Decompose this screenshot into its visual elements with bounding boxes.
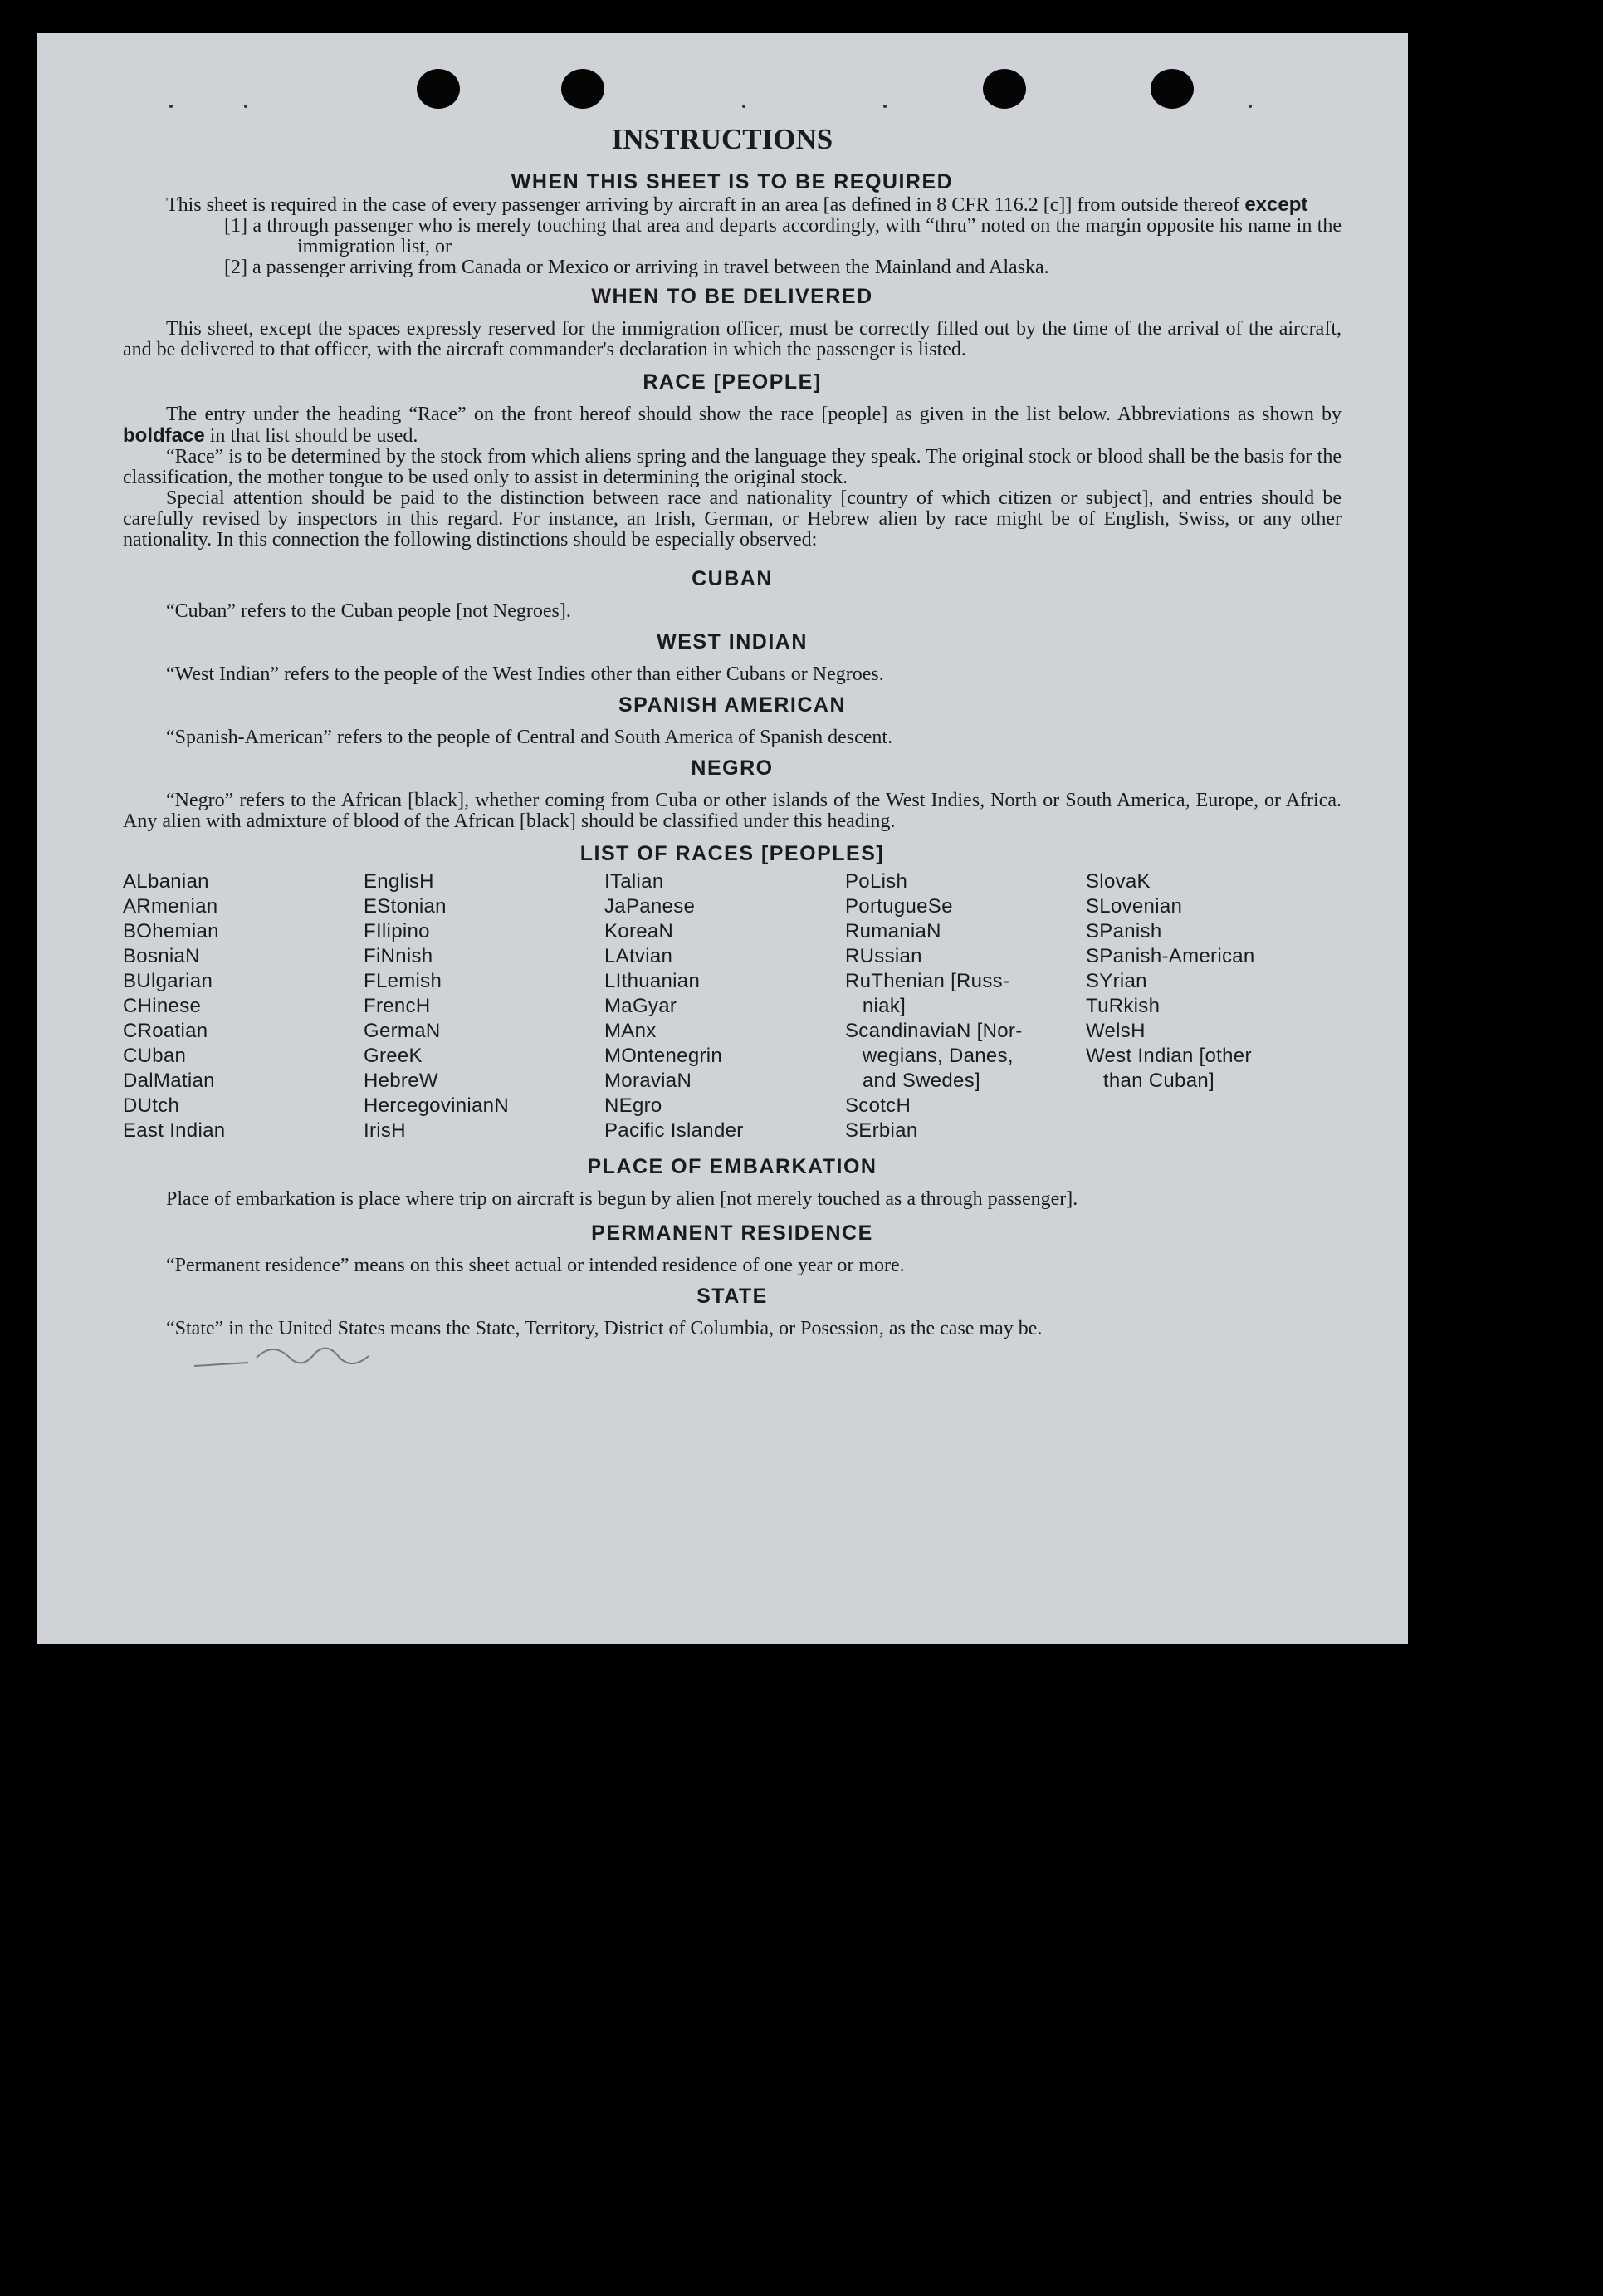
race-entry: DalMatian xyxy=(123,1070,215,1092)
instructions-body xyxy=(123,170,1342,1339)
race-entry: Pacific Islander xyxy=(604,1119,744,1142)
race-entry: HebreW xyxy=(364,1070,438,1092)
race-entry: and Swedes] xyxy=(845,1070,980,1092)
speck xyxy=(244,105,247,108)
race-entry: BUlgarian xyxy=(123,970,213,992)
section-heading: SPANISH AMERICAN xyxy=(618,693,846,717)
race-entry: niak] xyxy=(845,995,907,1017)
race-entry: ScotcH xyxy=(845,1094,911,1117)
race-entry: IrisH xyxy=(364,1119,406,1142)
race-entry: FrencH xyxy=(364,995,431,1017)
paragraph: “Race” is to be determined by the stock from which aliens spring and the language they speak. The original stock or blood shall be the basis for the classification, the mother tongue to be used only to assist in determining the original stock. xyxy=(123,446,1342,488)
race-entry: GermaN xyxy=(364,1020,441,1042)
race-column xyxy=(1086,869,1327,1143)
race-entry: West Indian [other xyxy=(1086,1045,1252,1067)
race-entry: SYrian xyxy=(1086,970,1147,992)
race-entry: MOntenegrin xyxy=(604,1045,723,1067)
race-entry: RUssian xyxy=(845,945,922,967)
list-item: [1] a through passenger who is merely touching that area and departs accordingly, with “thru” noted on the margin opposite his name in the immigration list, or xyxy=(224,215,1342,257)
race-entry: LIthuanian xyxy=(604,970,701,992)
section-heading: WHEN TO BE DELIVERED xyxy=(591,285,873,308)
race-entry: SPanish xyxy=(1086,920,1162,942)
race-entry: HercegovinianN xyxy=(364,1094,509,1117)
section-heading: NEGRO xyxy=(691,756,774,780)
race-entry: PoLish xyxy=(845,870,908,893)
race-entry: LAtvian xyxy=(604,945,673,967)
paragraph: Place of embarkation is place where trip on aircraft is begun by alien [not merely touched as a through passenger]. xyxy=(166,1188,1078,1210)
paragraph: This sheet, except the spaces expressly reserved for the immigration officer, must be correctly filled out by the time of the arrival of the aircraft, and be delivered to that officer, with the aircraft commander's declaration in which the passenger is listed. xyxy=(123,318,1342,360)
race-entry: MAnx xyxy=(604,1020,657,1042)
speck xyxy=(742,105,745,108)
race-entry: FIlipino xyxy=(364,920,430,942)
race-column xyxy=(845,869,1086,1143)
emphasis: except xyxy=(1244,193,1308,216)
punch-hole xyxy=(561,69,604,109)
race-entry: BosniaN xyxy=(123,945,200,967)
paragraph: “Permanent residence” means on this sheet actual or intended residence of one year or more. xyxy=(166,1255,905,1276)
race-entry: CHinese xyxy=(123,995,202,1017)
race-entry: East Indian xyxy=(123,1119,226,1142)
punch-hole xyxy=(417,69,460,109)
paragraph: “State” in the United States means the State, Territory, District of Columbia, or Posession, as the case may be. xyxy=(166,1318,1043,1339)
section-heading: CUBAN xyxy=(692,567,773,590)
paragraph: “Cuban” refers to the Cuban people [not Negroes]. xyxy=(166,600,571,622)
race-entry: than Cuban] xyxy=(1086,1070,1214,1092)
race-entry: FLemish xyxy=(364,970,442,992)
race-entry: KoreaN xyxy=(604,920,674,942)
race-entry: ScandinaviaN [Nor- xyxy=(845,1020,1023,1042)
section-heading: PLACE OF EMBARKATION xyxy=(587,1155,877,1178)
race-entry: MaGyar xyxy=(604,995,677,1017)
race-column xyxy=(364,869,604,1143)
race-entry: EnglisH xyxy=(364,870,434,893)
pencil-mark xyxy=(190,1333,381,1383)
paragraph: “West Indian” refers to the people of the West Indies other than either Cubans or Negroes. xyxy=(166,663,884,685)
race-entry: SErbian xyxy=(845,1119,918,1142)
race-entry: ARmenian xyxy=(123,895,218,918)
race-entry: RumaniaN xyxy=(845,920,941,942)
race-entry: RuThenian [Russ- xyxy=(845,970,1010,992)
paragraph: “Spanish-American” refers to the people of Central and South America of Spanish descent. xyxy=(166,727,893,748)
list-item: [2] a passenger arriving from Canada or Mexico or arriving in travel between the Mainland and Alaska. xyxy=(224,257,1049,278)
race-entry: CRoatian xyxy=(123,1020,208,1042)
section-heading: LIST OF RACES [PEOPLES] xyxy=(579,842,885,865)
section-heading: PERMANENT RESIDENCE xyxy=(591,1221,873,1245)
race-entry: ALbanian xyxy=(123,870,209,893)
section-heading: WEST INDIAN xyxy=(657,630,808,654)
race-column xyxy=(123,869,364,1143)
race-entry: SPanish-American xyxy=(1086,945,1255,967)
punch-hole xyxy=(1151,69,1194,109)
race-entry: EStonian xyxy=(364,895,447,918)
race-entry: BOhemian xyxy=(123,920,219,942)
race-entry: SLovenian xyxy=(1086,895,1183,918)
race-entry: FiNnish xyxy=(364,945,433,967)
speck xyxy=(1249,105,1252,108)
race-entry: MoraviaN xyxy=(604,1070,692,1092)
race-entry: TuRkish xyxy=(1086,995,1161,1017)
race-entry: JaPanese xyxy=(604,895,696,918)
section-heading: RACE [PEOPLE] xyxy=(643,370,822,394)
paragraph: The entry under the heading “Race” on the front hereof should show the race [people] as given in the list below. Abbreviations as shown by boldface in that list should be used. xyxy=(123,404,1342,447)
page-title: INSTRUCTIONS xyxy=(611,123,833,155)
race-entry: ITalian xyxy=(604,870,664,893)
race-entry: GreeK xyxy=(364,1045,423,1067)
race-entry: DUtch xyxy=(123,1094,180,1117)
race-list xyxy=(123,869,1342,1143)
paragraph: Special attention should be paid to the distinction between race and nationality [country of which citizen or subject], and entries should be carefully revised by inspectors in this regard. For instance, an Irish, German, or Hebrew alien by race might be of English, Swiss, or any other nationality. In this connection the following distinctions should be especially observed: xyxy=(123,487,1342,551)
race-entry: CUban xyxy=(123,1045,187,1067)
paragraph: “Negro” refers to the African [black], whether coming from Cuba or other islands of the West Indies, North or South America, Europe, or Africa. Any alien with admixture of blood of the African [black] should be classified under this heading. xyxy=(123,790,1342,832)
race-entry: NEgro xyxy=(604,1094,662,1117)
section-heading: STATE xyxy=(696,1285,768,1308)
document-sheet xyxy=(37,33,1408,1644)
speck xyxy=(883,105,887,108)
speck xyxy=(169,105,173,108)
race-entry: WelsH xyxy=(1086,1020,1146,1042)
emphasis: boldface xyxy=(123,424,205,447)
paragraph: This sheet is required in the case of every passenger arriving by aircraft in an area [as defined in 8 CFR 116.2 [c]] from outside thereof except xyxy=(166,193,1308,216)
section-heading: WHEN THIS SHEET IS TO BE REQUIRED xyxy=(511,170,954,193)
race-entry: PortugueSe xyxy=(845,895,953,918)
punch-hole xyxy=(983,69,1026,109)
race-entry: wegians, Danes, xyxy=(845,1045,1014,1067)
race-entry: SlovaK xyxy=(1086,870,1151,893)
race-column xyxy=(604,869,845,1143)
